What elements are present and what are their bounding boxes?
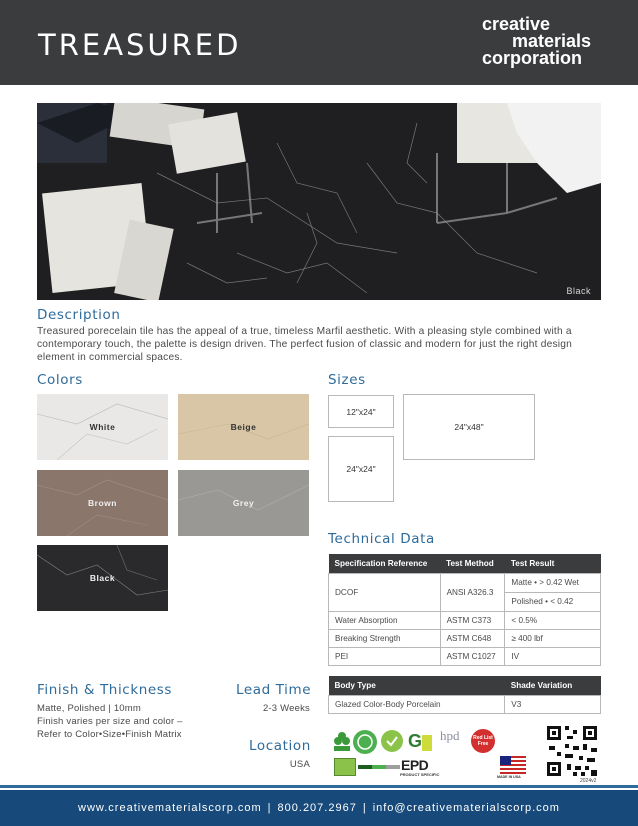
greenguard-icon [406, 729, 434, 760]
body-row [329, 695, 601, 713]
finish-details [37, 702, 227, 741]
description-title: Description [37, 307, 121, 323]
product-title: TREASURED [38, 28, 242, 62]
header-test-result: Test Result [505, 554, 601, 573]
qr-code-icon[interactable] [545, 724, 599, 783]
color-label-grey: Grey [232, 498, 255, 508]
green-cert-icon [380, 729, 404, 760]
table-row-dcof-1 [329, 573, 601, 592]
made-in-usa-label: MADE IN USA [497, 775, 521, 779]
cell-dcof-matte: Matte • > 0.42 Wet [505, 573, 601, 592]
cell-result: IV [505, 647, 601, 665]
svg-text:G: G [408, 731, 423, 751]
color-label-brown: Brown [88, 498, 117, 508]
header-bar [0, 0, 638, 85]
mindful-materials-icon [334, 758, 356, 776]
table-header-row [329, 554, 601, 573]
table-row [329, 629, 601, 647]
recycle-cert-icon [352, 729, 378, 760]
cell-result: < 0.5% [505, 611, 601, 629]
lead-time-title: Lead Time [236, 682, 312, 698]
finish-line-3: Refer to Color•Size•Finish Matrix [37, 729, 182, 740]
cell-dcof-spec: DCOF [329, 573, 441, 611]
finish-title: Finish & Thickness [37, 682, 173, 698]
epd-label: EPD [401, 757, 429, 773]
red-list-free-badge: Red List Free [471, 729, 495, 753]
cell-spec: Breaking Strength [329, 629, 441, 647]
hero-photo-illustration [37, 103, 601, 300]
epd-graphic-icon [358, 760, 400, 778]
color-swatch-beige[interactable] [178, 394, 309, 460]
cell-result: ≥ 400 lbf [505, 629, 601, 647]
epd-sub-label: PRODUCT SPECIFIC [400, 772, 440, 777]
clover-cert-icon [333, 730, 351, 757]
cell-shade-variation: V3 [505, 695, 601, 713]
header-shade-variation: Shade Variation [505, 676, 601, 695]
color-swatch-white[interactable] [37, 394, 168, 460]
cell-dcof-method: ANSI A326.3 [440, 573, 505, 611]
cell-method: ASTM C1027 [440, 647, 505, 665]
cell-method: ASTM C373 [440, 611, 505, 629]
cell-body-type: Glazed Color-Body Porcelain [329, 695, 505, 713]
location-value: USA [289, 759, 310, 770]
body-type-table [328, 676, 601, 714]
size-box-24x48: 24"x48" [403, 394, 535, 460]
cell-dcof-polished: Polished • < 0.42 [505, 592, 601, 611]
footer-bar [0, 790, 638, 826]
location-title: Location [249, 738, 311, 754]
colors-title: Colors [37, 372, 83, 388]
logo-line-1: creative [482, 14, 551, 34]
color-swatch-black[interactable] [37, 545, 168, 611]
footer-phone-link[interactable]: 800.207.2967 [277, 802, 357, 814]
cell-method: ASTM C648 [440, 629, 505, 647]
lead-time-value: 2-3 Weeks [262, 703, 310, 714]
footer-website-link[interactable]: www.creativematerialscorp.com [78, 802, 262, 814]
cell-spec: PEI [329, 647, 441, 665]
color-swatch-brown[interactable] [37, 470, 168, 536]
hpd-badge-icon [438, 728, 468, 761]
color-label-white: White [89, 422, 116, 432]
footer-separator: | [267, 802, 272, 814]
finish-line-1: Matte, Polished | 10mm [37, 703, 142, 714]
table-row [329, 611, 601, 629]
color-label-beige: Beige [230, 422, 257, 432]
logo-line-2: materials [512, 31, 592, 51]
header-test-method: Test Method [440, 554, 505, 573]
header-body-type: Body Type [329, 676, 505, 695]
cell-spec: Water Absorption [329, 611, 441, 629]
footer-separator: | [362, 802, 367, 814]
logo-line-3: corporation [482, 48, 583, 68]
technical-data-title: Technical Data [328, 531, 435, 547]
hero-caption: Black [566, 286, 591, 296]
size-box-24x24: 24"x24" [328, 436, 394, 502]
company-logo [482, 16, 612, 67]
hero-image [37, 103, 601, 300]
footer-accent-line [0, 785, 638, 788]
hpd-label: hpd [440, 728, 460, 743]
description-text: Treasured porecelain tile has the appeal of a true, timeless Marfil aesthetic. With a pleasing style combined with a contemporary touch, the palette is design driven. The perfect fusion of classic and modern for just the right design element in commercial spaces. [37, 326, 572, 364]
color-swatch-grey[interactable] [178, 470, 309, 536]
table-row [329, 647, 601, 665]
sizes-title: Sizes [328, 372, 366, 388]
footer-email-link[interactable]: info@creativematerialscorp.com [372, 802, 560, 814]
size-box-12x24: 12"x24" [328, 395, 394, 428]
color-label-black: Black [89, 573, 116, 583]
header-spec-reference: Specification Reference [329, 554, 441, 573]
finish-line-2: Finish varies per size and color – [37, 716, 183, 727]
body-header-row [329, 676, 601, 695]
technical-data-table [328, 554, 601, 666]
version-label: 2024v2 [580, 778, 597, 784]
